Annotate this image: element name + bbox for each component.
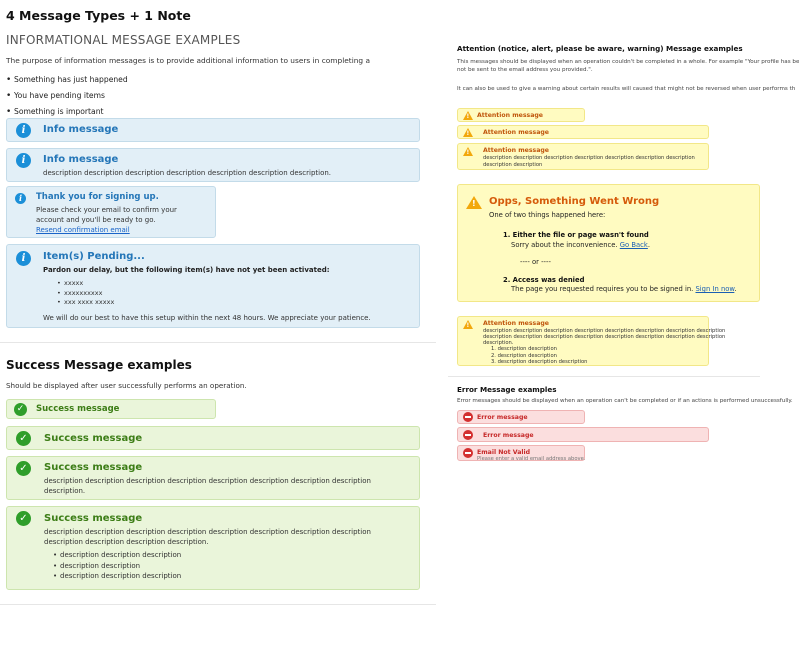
error-message-box bbox=[457, 410, 585, 424]
info-message-box bbox=[6, 148, 420, 182]
stop-icon bbox=[463, 448, 473, 458]
info-icon: i bbox=[15, 193, 26, 204]
signup-message-title: Thank you for signing up. bbox=[36, 192, 159, 202]
list-item: • xxxxx bbox=[57, 279, 114, 289]
error-message-title: Error message bbox=[483, 432, 534, 439]
notice-item-period: . bbox=[734, 285, 737, 293]
info-icon: i bbox=[16, 251, 31, 266]
sign-in-link[interactable]: Sign In now bbox=[695, 285, 735, 293]
success-message-description: description description description description description description description description bbox=[44, 528, 371, 536]
section-divider bbox=[0, 604, 436, 605]
warning-triangle-icon bbox=[466, 196, 482, 209]
attention-message-description: description description description description description description description description bbox=[483, 328, 726, 334]
attention-message-box bbox=[457, 125, 709, 139]
pending-message-title: Item(s) Pending... bbox=[43, 251, 145, 262]
pending-items-list bbox=[57, 279, 114, 308]
attention-message-description: description description bbox=[483, 162, 543, 168]
attention-message-description: description description description description description description description description bbox=[483, 334, 726, 340]
success-message-box bbox=[6, 506, 420, 590]
error-message-title: Error message bbox=[477, 414, 528, 421]
error-message-title: Email Not Valid bbox=[477, 449, 531, 456]
attention-message-description: description description description description description description description bbox=[483, 155, 695, 161]
info-message-box bbox=[6, 118, 420, 142]
info-message-title: Info message bbox=[43, 154, 119, 165]
success-message-title: Success message bbox=[44, 433, 143, 444]
signup-message-line: Please check your email to confirm your bbox=[36, 206, 177, 214]
error-section-heading: Error Message examples bbox=[457, 385, 557, 394]
attention-message-box bbox=[457, 143, 709, 170]
success-items-list bbox=[53, 550, 181, 582]
error-message-description: Please enter a valid email address above. bbox=[477, 456, 586, 462]
success-message-box bbox=[6, 426, 420, 450]
attention-message-description: description. bbox=[483, 340, 514, 346]
attention-description-line: This messages should be displayed when an operation couldn't be completed in a whole. For example "Your profile has be bbox=[457, 59, 799, 65]
error-description-text: Error messages should be displayed when an operation can't be completed or if an actions is performed unsuccessfully. bbox=[457, 398, 793, 404]
signup-message-box bbox=[6, 186, 216, 238]
error-message-box bbox=[457, 427, 709, 442]
warning-triangle-icon bbox=[463, 320, 473, 329]
notice-or-separator: ---- or ---- bbox=[520, 258, 551, 266]
info-icon: i bbox=[16, 123, 31, 138]
notice-item-text-content: The page you requested requires you to be signed in. bbox=[511, 285, 694, 293]
info-icon: i bbox=[16, 153, 31, 168]
notice-title: Opps, Something Went Wrong bbox=[489, 196, 660, 207]
list-item: • description description bbox=[53, 561, 181, 572]
attention-message-box bbox=[457, 316, 726, 366]
list-item: • xxx xxxx xxxxx bbox=[57, 298, 114, 308]
error-message-box bbox=[457, 445, 585, 461]
notice-item-text bbox=[511, 241, 650, 249]
stop-icon bbox=[463, 430, 473, 440]
attention-message-box bbox=[457, 108, 585, 122]
success-message-description: description description description description description description description description bbox=[44, 477, 371, 485]
warning-triangle-icon bbox=[463, 128, 473, 137]
pending-message-subtitle: Pardon our delay, but the following item(s) have not yet been activated: bbox=[43, 266, 330, 274]
success-message-box bbox=[6, 456, 420, 500]
list-item: 3. description description description bbox=[491, 359, 588, 365]
go-back-link[interactable]: Go Back bbox=[619, 241, 648, 249]
info-message-title: Info message bbox=[43, 124, 119, 135]
stop-icon bbox=[463, 412, 473, 422]
attention-message-title: Attention message bbox=[483, 320, 550, 327]
list-item: • description description description bbox=[53, 550, 181, 561]
attention-message-title: Attention message bbox=[483, 129, 550, 136]
attention-message-title: Attention message bbox=[477, 112, 544, 119]
list-item: 1. description description bbox=[491, 346, 557, 352]
check-circle-icon: ✓ bbox=[16, 511, 31, 526]
resend-confirmation-link[interactable]: Resend confirmation email bbox=[36, 226, 130, 234]
section-divider bbox=[448, 376, 760, 377]
attention-items-list bbox=[491, 346, 587, 366]
list-item: • description description description bbox=[53, 571, 181, 582]
notice-item-text-content: Sorry about the inconvenience. bbox=[511, 241, 618, 249]
notice-item-period: . bbox=[647, 241, 651, 249]
pending-message-footer: We will do our best to have this setup within the next 48 hours. We appreciate your patience. bbox=[43, 314, 371, 322]
success-intro-text: Should be displayed after user successfully performs an operation. bbox=[6, 381, 247, 390]
warning-triangle-icon bbox=[463, 111, 473, 120]
info-section-heading: INFORMATIONAL MESSAGE EXAMPLES bbox=[6, 33, 241, 47]
check-circle-icon: ✓ bbox=[16, 431, 31, 446]
success-message-title: Success message bbox=[44, 462, 143, 473]
pending-message-box bbox=[6, 244, 420, 328]
notice-item-title: 1. Either the file or page wasn't found bbox=[503, 231, 649, 239]
section-divider bbox=[0, 342, 436, 343]
attention-error-examples-panel bbox=[448, 0, 799, 668]
warning-triangle-icon bbox=[463, 147, 473, 156]
attention-section-heading: Attention (notice, alert, please be aware, warning) Message examples bbox=[457, 44, 743, 53]
success-message-box bbox=[6, 399, 216, 419]
notice-item-text bbox=[511, 285, 737, 293]
info-purpose-text: The purpose of information messages is to provide additional information to users in completing a bbox=[6, 56, 370, 65]
attention-description-line: It can also be used to give a warning about certain results will caused that might not be reversed when user performs th bbox=[457, 86, 796, 92]
list-item: 2. description description bbox=[491, 352, 557, 359]
list-item: • Something has just happened bbox=[6, 72, 128, 88]
success-message-title: Success message bbox=[44, 513, 143, 524]
signup-message-line: account and you'll be ready to go. bbox=[36, 216, 156, 224]
success-message-description: description. bbox=[44, 487, 86, 495]
page-title: 4 Message Types + 1 Note bbox=[6, 8, 191, 23]
success-message-description: description description description description. bbox=[44, 538, 209, 546]
info-message-description: description description description description description description description. bbox=[43, 169, 332, 177]
error-page-notice-box bbox=[457, 184, 760, 302]
attention-description-line: not be sent to the email address you provided.". bbox=[457, 67, 593, 73]
check-circle-icon: ✓ bbox=[14, 403, 27, 416]
list-item: • You have pending items bbox=[6, 88, 128, 104]
attention-message-title: Attention message bbox=[483, 147, 550, 154]
list-item: • Something is important bbox=[6, 104, 128, 120]
success-message-title: Success message bbox=[36, 404, 120, 414]
check-circle-icon: ✓ bbox=[16, 461, 31, 476]
notice-subtitle: One of two things happened here: bbox=[489, 211, 606, 219]
notice-item-title: 2. Access was denied bbox=[503, 276, 585, 284]
info-bullet-list bbox=[6, 72, 128, 120]
success-section-heading: Success Message examples bbox=[6, 358, 192, 372]
list-item: • xxxxxxxxxx bbox=[57, 289, 114, 299]
